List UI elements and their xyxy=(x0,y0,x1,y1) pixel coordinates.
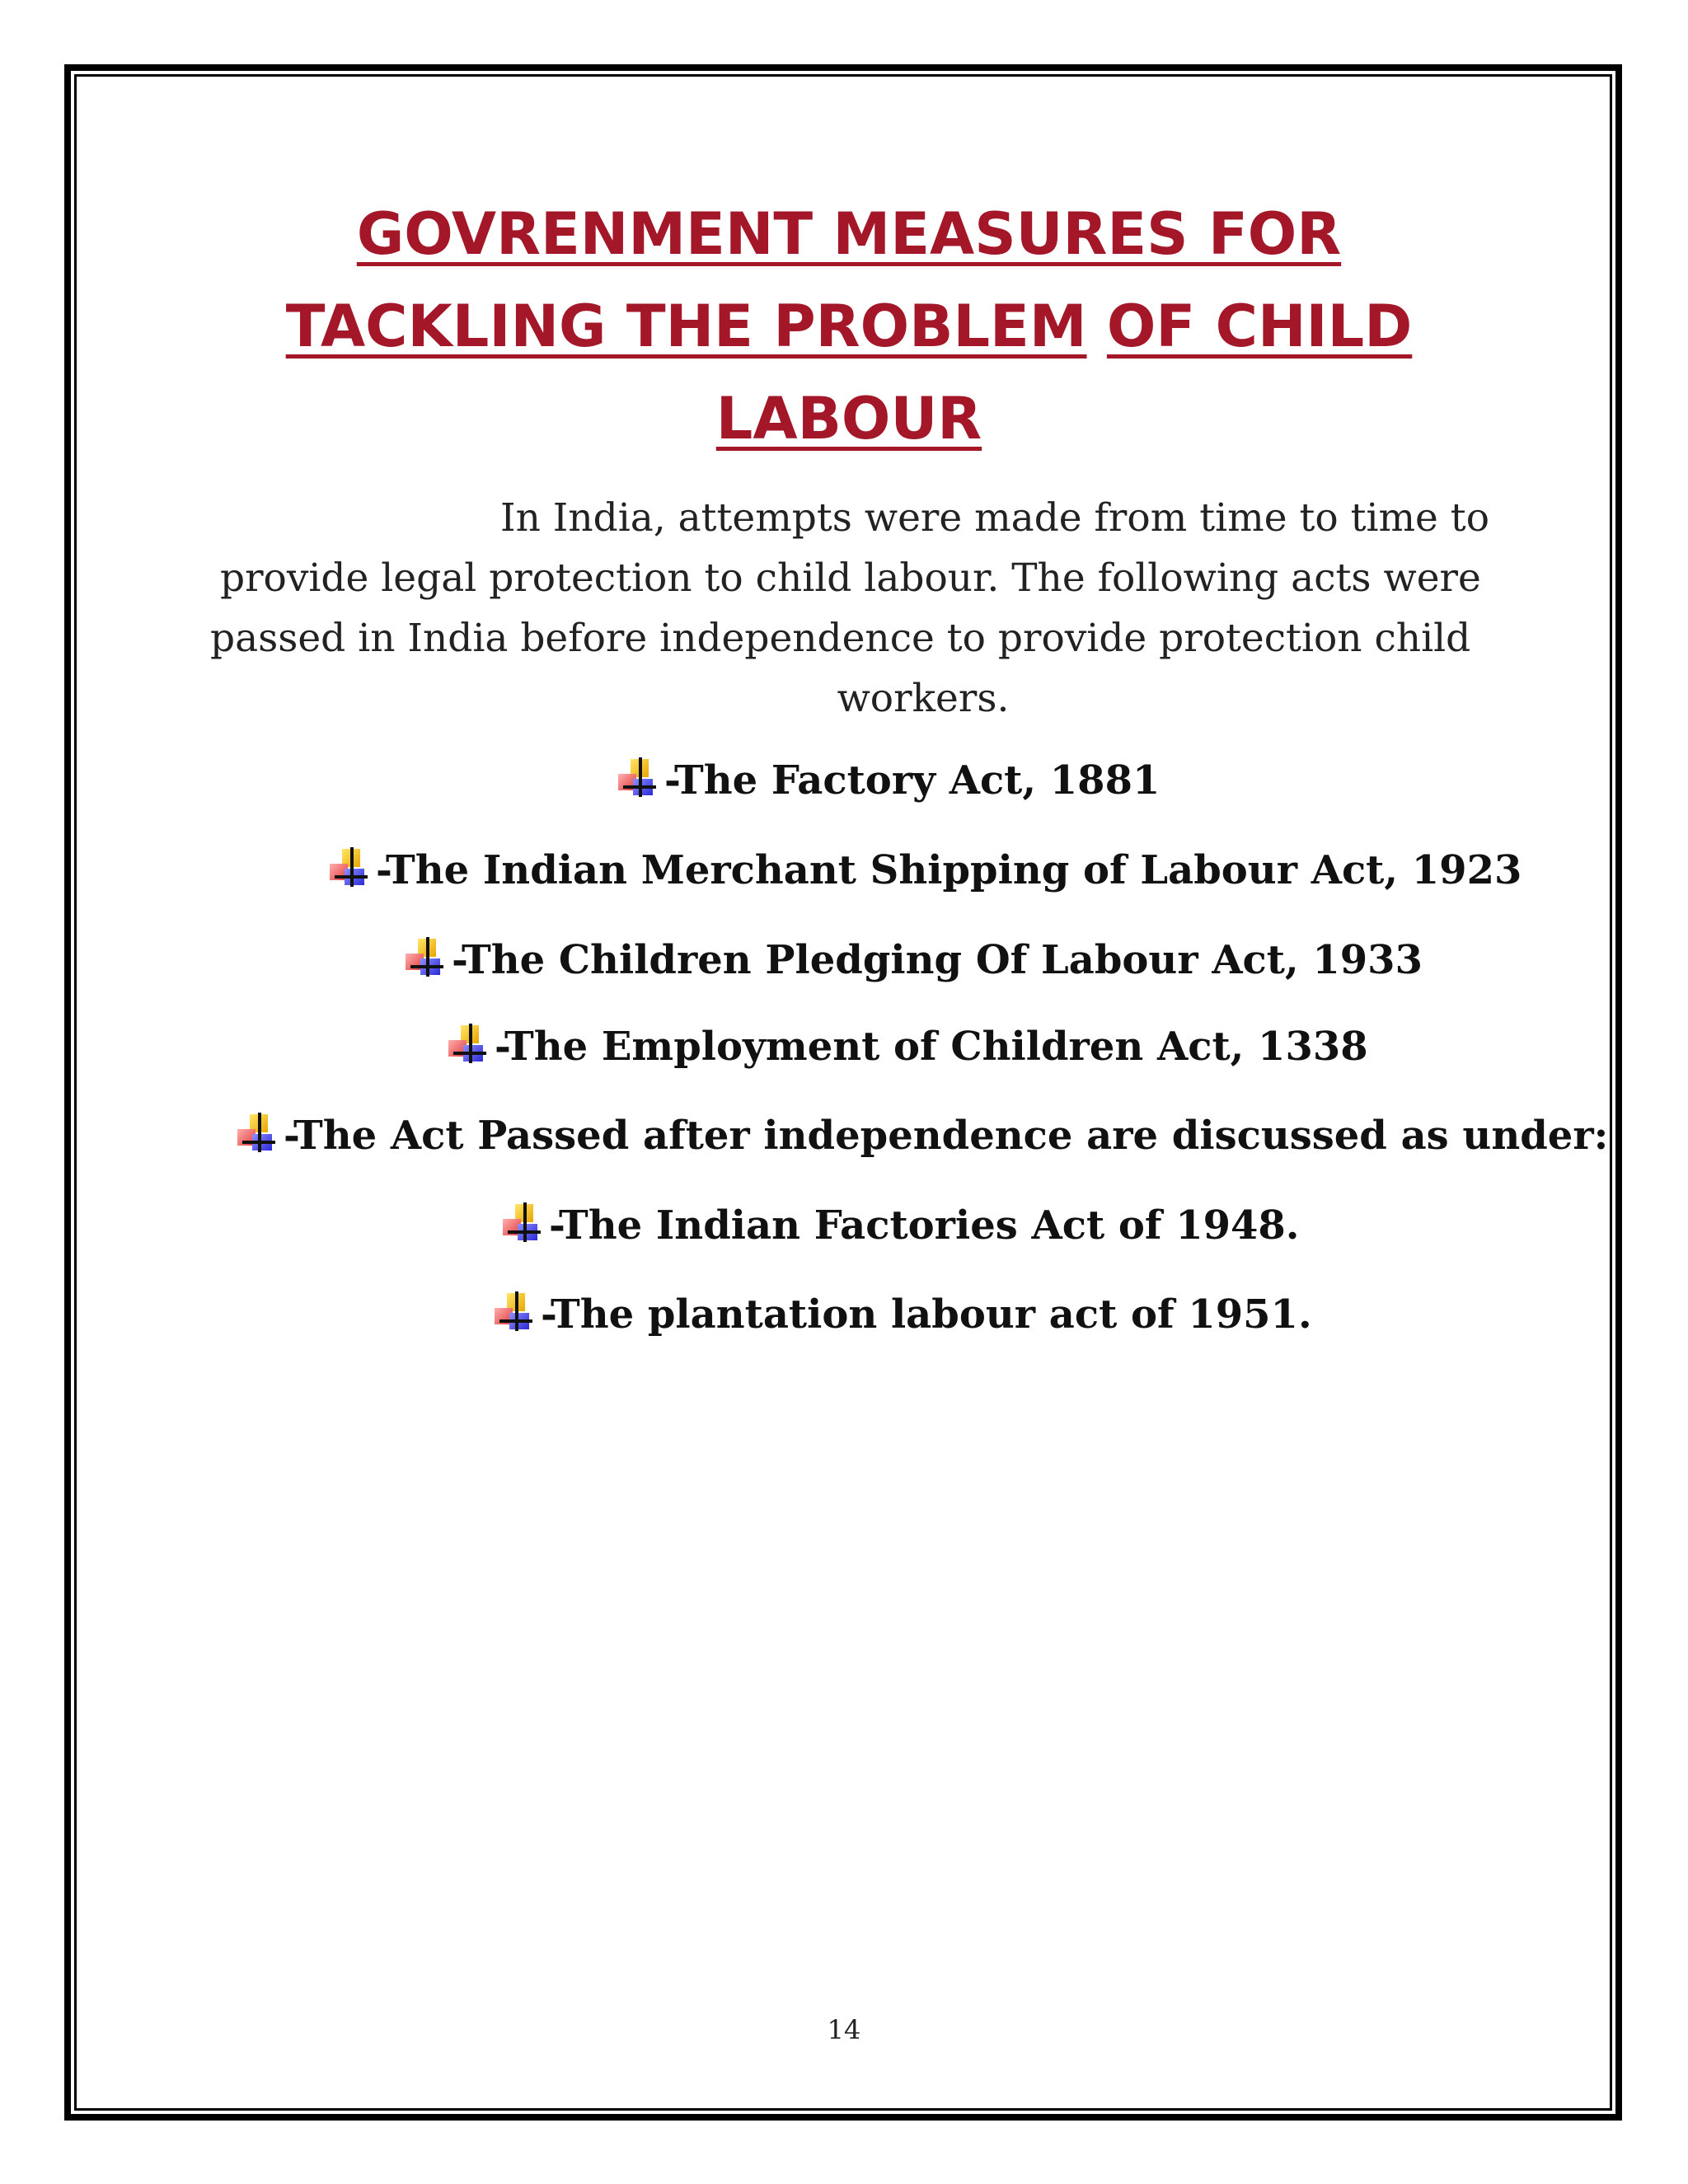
act-label-1: -The Factory Act, 1881 xyxy=(664,757,1160,804)
bullet-icon xyxy=(404,937,445,983)
title-line-2a-text: TACKLING THE PROBLEM xyxy=(285,293,1087,360)
title-line-2 xyxy=(165,280,1533,373)
act-label-2: -The Indian Merchant Shipping of Labour Act, 1923 xyxy=(376,847,1522,893)
act-item-6 xyxy=(501,1193,1300,1258)
act-label-5: -The Act Passed after independence are discussed as under: xyxy=(284,1113,1609,1159)
act-label-4: -The Employment of Children Act, 1338 xyxy=(495,1024,1368,1070)
intro-paragraph xyxy=(210,488,1489,729)
bullet-icon xyxy=(236,1113,277,1159)
title-line-3-text: LABOUR xyxy=(715,385,982,452)
act-label-6: -The Indian Factories Act of 1948. xyxy=(549,1202,1300,1249)
act-item-7 xyxy=(493,1282,1312,1347)
bullet-icon xyxy=(493,1291,534,1338)
title-line-1-text: GOVRENMENT MEASURES FOR xyxy=(356,200,1342,268)
act-item-3 xyxy=(404,927,1423,993)
intro-line-4: workers. xyxy=(837,676,1010,721)
title-line-2b-text: OF CHILD xyxy=(1106,293,1413,360)
page-number: 14 xyxy=(827,2014,861,2046)
act-item-1 xyxy=(617,748,1160,813)
intro-line-1: In India, attempts were made from time to time to xyxy=(500,495,1489,541)
act-item-5 xyxy=(236,1103,1608,1169)
bullet-icon xyxy=(617,757,658,804)
act-item-2 xyxy=(328,837,1522,903)
intro-line-2: provide legal protection to child labour. The following acts were xyxy=(220,555,1481,601)
act-label-3: -The Children Pledging Of Labour Act, 1933 xyxy=(452,937,1423,983)
title-line-3 xyxy=(165,373,1533,465)
act-label-7: -The plantation labour act of 1951. xyxy=(541,1291,1312,1338)
page-title xyxy=(165,188,1533,465)
title-line-1 xyxy=(165,188,1533,280)
intro-line-3: passed in India before independence to provide protection child xyxy=(210,616,1471,661)
bullet-icon xyxy=(447,1024,488,1070)
act-item-4 xyxy=(447,1014,1368,1080)
bullet-icon xyxy=(328,847,369,893)
bullet-icon xyxy=(501,1202,542,1249)
